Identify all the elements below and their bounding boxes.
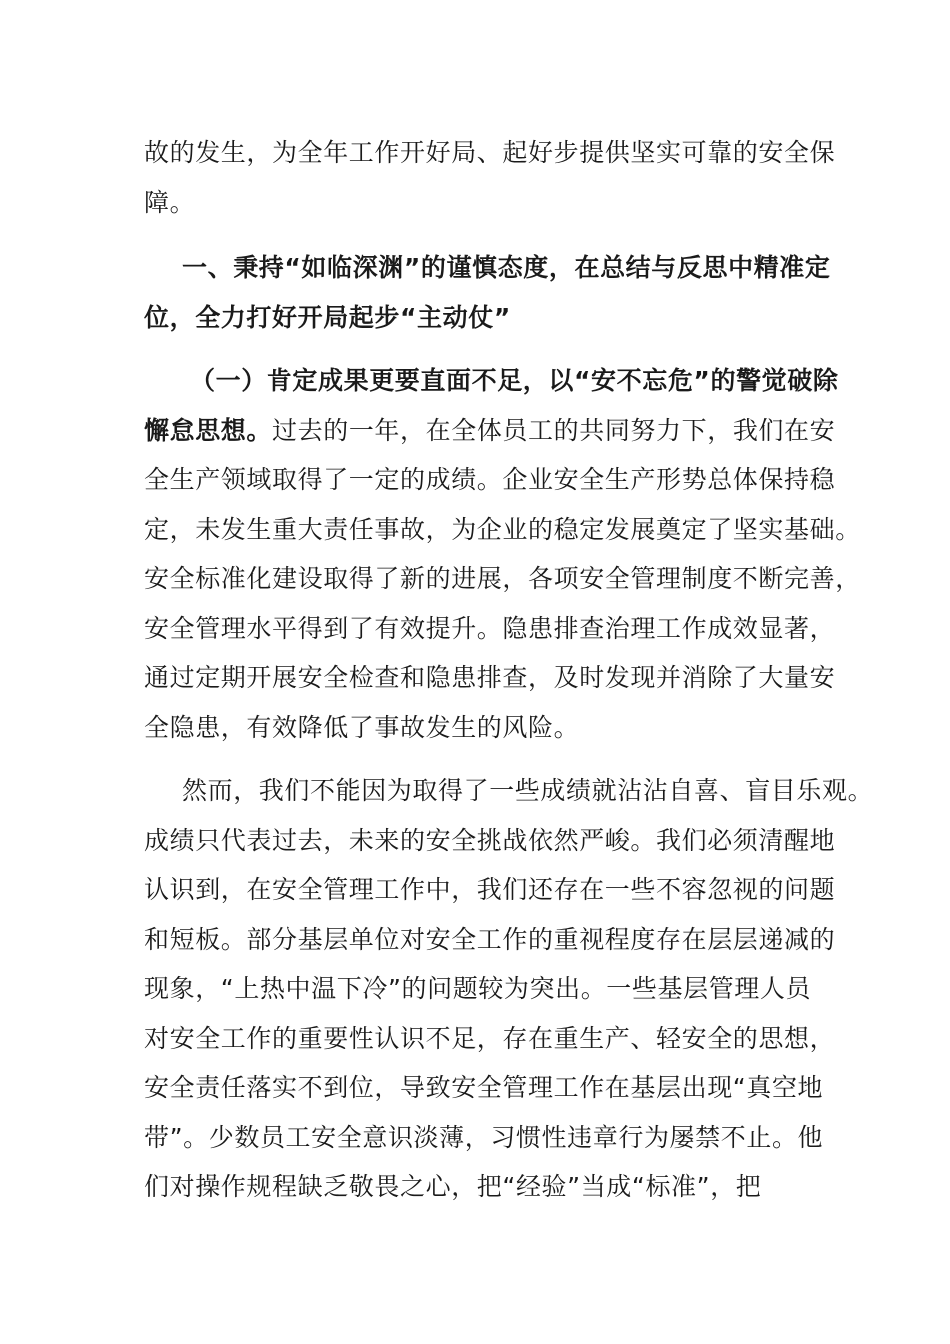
text-line: 带”。少数员工安全意识淡薄，习惯性违章行为屡禁不止。他 — [144, 1122, 824, 1152]
text-line: 安全责任落实不到位，导致安全管理工作在基层出现“真空地 — [144, 1073, 824, 1102]
paragraph-2 — [144, 766, 874, 1212]
subheading-line: （一）肯定成果更要直面不足，以“安不忘危”的警觉破除 — [190, 366, 839, 395]
text-line: 障。 — [144, 187, 196, 217]
text-line: 们对操作规程缺乏敬畏之心，把“经验”当成“标准”，把 — [144, 1172, 762, 1201]
text-line: 安全管理水平得到了有效提升。隐患排查治理工作成效显著， — [144, 613, 836, 643]
heading-line: 位，全力打好开局起步“主动仗” — [144, 302, 511, 332]
heading-line: 一、秉持“如临深渊”的谨慎态度，在总结与反思中精准定 — [182, 253, 831, 282]
subheading-lead: 懈怠思想。 — [144, 415, 273, 445]
document-page — [144, 128, 874, 1212]
text-line: 和短板。部分基层单位对安全工作的重视程度存在层层递减的 — [144, 924, 836, 954]
text-line: 现象，“上热中温下冷”的问题较为突出。一些基层管理人员 — [144, 974, 812, 1003]
paragraph-intro — [144, 128, 836, 227]
section-heading-1 — [144, 243, 831, 342]
text-line: 然而，我们不能因为取得了一些成绩就沾沾自喜、盲目乐观。 — [182, 776, 874, 805]
text-line: 定，未发生重大责任事故，为企业的稳定发展奠定了坚实基础。 — [144, 514, 861, 544]
text-line: 安全标准化建设取得了新的进展，各项安全管理制度不断完善， — [144, 564, 861, 593]
text-line: 通过定期开展安全检查和隐患排查，及时发现并消除了大量安 — [144, 663, 836, 692]
text-run: 过去的一年，在全体员工的共同努力下，我们在安 — [272, 415, 836, 445]
text-line: 全生产领域取得了一定的成绩。企业安全生产形势总体保持稳 — [144, 465, 836, 494]
text-line — [144, 406, 836, 456]
text-line: 成绩只代表过去，未来的安全挑战依然严峻。我们必须清醒地 — [144, 825, 836, 855]
paragraph-sub1 — [144, 356, 861, 752]
text-line: 故的发生，为全年工作开好局、起好步提供坚实可靠的安全保 — [144, 138, 836, 167]
text-line: 认识到，在安全管理工作中，我们还存在一些不容忽视的问题 — [144, 875, 836, 904]
text-line: 全隐患，有效降低了事故发生的风险。 — [144, 712, 580, 742]
text-line: 对安全工作的重要性认识不足，存在重生产、轻安全的思想， — [144, 1023, 836, 1053]
